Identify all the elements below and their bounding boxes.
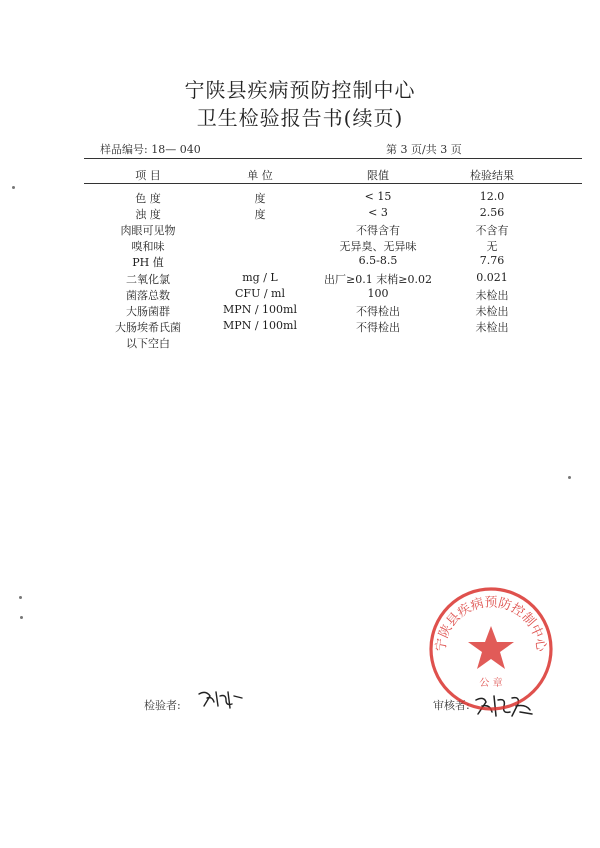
reviewer-label: 审核者:	[433, 699, 470, 712]
column-header-item: 项 目	[135, 169, 161, 182]
table-cell-item: 浊 度	[135, 208, 161, 222]
table-cell-result: 未检出	[475, 320, 509, 334]
seal-ring-text: 宁陕县疾病预防控制中心	[433, 595, 549, 653]
table-cell-result: 2.56	[479, 206, 505, 220]
table-cell-limit: < 15	[364, 190, 392, 203]
table-row	[0, 271, 600, 287]
table-cell-item: 大肠埃希氏菌	[115, 320, 181, 334]
inspector-label: 检验者:	[144, 699, 181, 712]
table-cell-unit: MPN / 100ml	[223, 318, 297, 332]
scan-speck	[12, 186, 15, 189]
table-cell-unit: CFU / ml	[235, 286, 285, 300]
sample-number-value: 18— 040	[151, 143, 201, 156]
table-cell-unit: 度	[254, 192, 266, 205]
scan-speck	[20, 616, 23, 619]
table-cell-item: 菌落总数	[126, 288, 170, 302]
table-cell-limit: 6.5-8.5	[358, 254, 398, 268]
table-cell-unit: mg / L	[242, 270, 278, 284]
table-cell-unit: MPN / 100ml	[223, 302, 297, 316]
table-row	[0, 335, 600, 351]
table-row	[0, 190, 600, 206]
table-row	[0, 222, 600, 238]
table-row	[0, 206, 600, 222]
table-cell-item: 二氧化氯	[126, 272, 170, 286]
table-cell-limit: 不得检出	[356, 304, 400, 318]
table-cell-limit: 出厂≥0.1 末梢≥0.02	[324, 272, 432, 286]
table-cell-item: 大肠菌群	[126, 304, 170, 318]
table-cell-result: 7.76	[479, 254, 505, 268]
table-top-rule	[84, 158, 582, 159]
table-cell-result: 无	[486, 240, 498, 254]
official-seal	[426, 584, 556, 714]
table-cell-item: 肉眼可见物	[120, 224, 176, 238]
table-cell-item: 以下空白	[126, 336, 170, 350]
table-cell-item: 嗅和味	[131, 240, 165, 254]
table-cell-limit: 不得含有	[356, 224, 400, 238]
table-header-rule	[84, 183, 582, 184]
table-cell-result: 12.0	[479, 190, 505, 203]
table-row	[0, 238, 600, 254]
scan-speck	[568, 476, 571, 479]
inspector-signature	[196, 688, 246, 710]
table-cell-limit: 不得检出	[356, 320, 400, 334]
table-cell-limit: < 3	[368, 206, 388, 220]
table-row	[0, 287, 600, 303]
table-cell-result: 未检出	[475, 304, 509, 318]
table-cell-result: 0.021	[476, 270, 508, 284]
scan-speck	[19, 596, 22, 599]
report-title-document: 卫生检验报告书(续页)	[196, 106, 404, 130]
sample-number-label: 样品编号:	[100, 143, 148, 156]
column-header-limit: 限值	[367, 169, 389, 182]
table-cell-item: PH 值	[132, 256, 164, 270]
table-cell-result: 不含有	[475, 224, 509, 238]
table-row	[0, 254, 600, 270]
sample-number	[100, 141, 201, 157]
table-row	[0, 303, 600, 319]
table-cell-item: 色 度	[135, 192, 161, 205]
seal-sub-text: 公 章	[479, 678, 503, 689]
page-info: 第 3 页/共 3 页	[386, 143, 462, 156]
table-cell-limit: 无异臭、无异味	[339, 240, 417, 254]
column-header-result: 检验结果	[470, 169, 514, 182]
report-title-organization: 宁陕县疾病预防控制中心	[184, 78, 416, 102]
column-header-unit: 单 位	[247, 169, 273, 182]
table-cell-result: 未检出	[475, 288, 509, 302]
table-row	[0, 319, 600, 335]
table-cell-unit: 度	[254, 208, 266, 222]
table-cell-limit: 100	[367, 286, 389, 300]
